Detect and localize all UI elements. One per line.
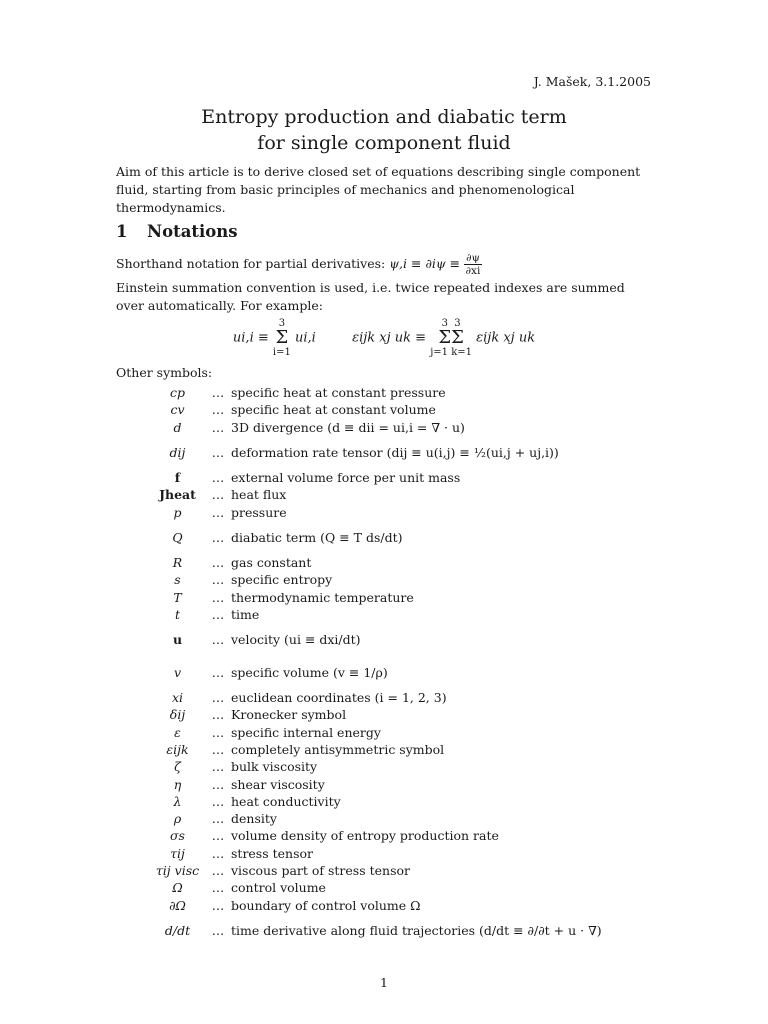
ellipsis: …	[211, 897, 225, 913]
symbol: t	[174, 606, 181, 622]
shorthand-math: ψ,i ≡ ∂iψ ≡	[389, 256, 461, 271]
sum2-top: 3 3	[441, 318, 461, 329]
sum2-bottom: j=1 k=1	[430, 347, 473, 358]
symbol-row	[150, 486, 670, 503]
symbol: ∂Ω	[169, 897, 186, 913]
symbol: d	[173, 419, 182, 435]
symbol: Ω	[172, 880, 183, 896]
double-sigma-icon: ΣΣ	[438, 327, 464, 348]
symbol-row	[150, 521, 670, 554]
symbol-description: control volume	[231, 880, 326, 896]
ellipsis: …	[211, 863, 225, 879]
symbol-row	[150, 758, 670, 775]
symbol-description: external volume force per unit mass	[231, 470, 461, 486]
symbol-row	[150, 827, 670, 844]
fraction-numerator: ∂ψ	[466, 252, 480, 264]
symbol-description: euclidean coordinates (i = 1, 2, 3)	[231, 690, 447, 706]
ellipsis: …	[211, 554, 225, 570]
symbol-row	[150, 897, 670, 914]
symbol-description: specific heat at constant volume	[231, 402, 436, 418]
symbol: d/dt	[164, 922, 191, 938]
shorthand-paragraph	[116, 252, 656, 277]
symbol: T	[173, 589, 182, 605]
symbol-description: density	[231, 811, 277, 827]
symbol-description: time derivative along fluid trajectories (d/dt ≡ ∂/∂t + u · ∇)	[231, 922, 602, 938]
symbol-row	[150, 793, 670, 810]
symbol-row	[150, 571, 670, 588]
ellipsis: …	[211, 504, 225, 520]
symbol-description: thermodynamic temperature	[231, 589, 414, 605]
ellipsis: …	[211, 707, 225, 723]
symbol-list	[150, 384, 670, 947]
symbol: f	[174, 470, 181, 486]
ellipsis: …	[211, 880, 225, 896]
symbol-description: completely antisymmetric symbol	[231, 742, 445, 757]
symbol-row	[150, 914, 670, 947]
symbol-row	[150, 606, 670, 623]
symbol-description: Kronecker symbol	[231, 707, 347, 723]
symbol-description: viscous part of stress tensor	[231, 863, 410, 879]
symbol-row	[150, 724, 670, 741]
symbol-row	[150, 879, 670, 896]
other-symbols-label: Other symbols:	[116, 365, 213, 380]
ellipsis: …	[211, 529, 225, 545]
ellipsis: …	[211, 444, 225, 460]
ellipsis: …	[211, 845, 225, 861]
symbol: Q	[172, 529, 183, 545]
abstract: Aim of this article is to derive closed set of equations describing single component fluid, starting from basic principles of mechanics and phenomenological thermodynamics.	[116, 164, 641, 215]
symbol: p	[173, 504, 182, 520]
eq-left-rhs: ui,i	[295, 330, 316, 346]
ellipsis: …	[211, 631, 225, 647]
ellipsis: …	[211, 828, 225, 844]
symbol-description: volume density of entropy production rate	[231, 828, 499, 844]
document-title	[0, 104, 768, 156]
symbol: xi	[171, 690, 184, 706]
symbol-description: shear viscosity	[231, 776, 325, 792]
section-title: Notations	[147, 222, 238, 241]
sum-bottom: i=1	[272, 347, 291, 358]
eq-right-rhs: εijk xj uk	[476, 330, 536, 346]
symbol: τij	[170, 845, 185, 861]
symbol-description: specific internal energy	[231, 724, 381, 740]
ellipsis: …	[211, 402, 225, 418]
symbol: η	[173, 776, 182, 792]
symbol-row	[150, 656, 670, 689]
eq-right: εijk xj uk ≡	[352, 330, 427, 346]
sum-symbol-2	[430, 318, 472, 358]
symbol-description: gas constant	[231, 554, 312, 570]
ellipsis: …	[211, 385, 225, 401]
symbol: ρ	[173, 811, 182, 827]
author-date: J. Mašek, 3.1.2005	[533, 74, 651, 89]
ellipsis: …	[211, 793, 225, 809]
ellipsis: …	[211, 470, 225, 486]
ellipsis: …	[211, 724, 225, 740]
symbol-row	[150, 810, 670, 827]
symbol: δij	[169, 707, 186, 723]
ellipsis: …	[211, 759, 225, 775]
symbol-row	[150, 503, 670, 520]
symbol-description: pressure	[231, 504, 287, 520]
symbol-description: heat flux	[231, 487, 287, 503]
symbol: dij	[169, 444, 186, 460]
symbol-row	[150, 775, 670, 792]
ellipsis: …	[211, 811, 225, 827]
shorthand-fraction	[464, 252, 482, 277]
ellipsis: …	[211, 922, 225, 938]
symbol-row	[150, 706, 670, 723]
ellipsis: …	[211, 572, 225, 588]
symbol: cv	[170, 402, 185, 418]
summation-example	[0, 318, 768, 358]
symbol-row	[150, 689, 670, 706]
symbol-row	[150, 845, 670, 862]
page-number: 1	[380, 975, 388, 990]
symbol-description: velocity (ui ≡ dxi/dt)	[231, 631, 361, 647]
symbol: v	[173, 664, 182, 680]
ellipsis: …	[211, 690, 225, 706]
symbol-row	[150, 469, 670, 486]
symbol-row	[150, 741, 670, 758]
symbol: cp	[169, 385, 185, 401]
symbol-description: stress tensor	[231, 845, 314, 861]
title-line-1: Entropy production and diabatic term	[201, 106, 567, 128]
symbol-description: 3D divergence (d ≡ dii = ui,i = ∇ · u)	[231, 419, 465, 435]
symbol-description: time	[231, 606, 260, 622]
shorthand-text: Shorthand notation for partial derivatives:	[116, 256, 386, 271]
ellipsis: …	[211, 776, 225, 792]
symbol-description: bulk viscosity	[231, 759, 318, 775]
symbol-row	[150, 419, 670, 436]
title-line-2: for single component fluid	[257, 132, 511, 154]
ellipsis: …	[211, 664, 225, 680]
symbol-row	[150, 554, 670, 571]
section-heading	[116, 222, 238, 241]
ellipsis: …	[211, 742, 225, 757]
symbol-description: deformation rate tensor (dij ≡ u(i,j) ≡ ½(ui,j + uj,i))	[231, 444, 559, 460]
ellipsis: …	[211, 589, 225, 605]
symbol-row	[150, 401, 670, 418]
symbol-description: specific entropy	[231, 572, 333, 588]
symbol-row	[150, 588, 670, 605]
symbol: s	[174, 572, 181, 588]
symbol: ε	[174, 724, 181, 740]
symbol-description: diabatic term (Q ≡ T ds/dt)	[231, 529, 403, 545]
symbol: Jheat	[159, 487, 196, 503]
sum-top: 3	[278, 318, 286, 329]
symbol: εijk	[166, 742, 189, 757]
sum-symbol-1	[273, 318, 291, 358]
symbol: ζ	[174, 759, 181, 775]
symbol: R	[172, 554, 183, 570]
symbol-description: heat conductivity	[231, 793, 341, 809]
symbol-description: specific heat at constant pressure	[231, 385, 446, 401]
sigma-icon: Σ	[275, 327, 289, 348]
symbol: σs	[170, 828, 185, 844]
symbol: τij visc	[155, 863, 200, 879]
symbol-row	[150, 384, 670, 401]
eq-left: ui,i ≡	[232, 330, 269, 346]
einstein-paragraph: Einstein summation convention is used, i.e. twice repeated indexes are summed over automatically. For example:	[116, 280, 625, 313]
symbol-row	[150, 436, 670, 469]
symbol-row	[150, 623, 670, 656]
symbol-description: boundary of control volume Ω	[231, 897, 421, 913]
symbol-description: specific volume (v ≡ 1/ρ)	[231, 664, 388, 680]
symbol: λ	[173, 793, 182, 809]
ellipsis: …	[211, 606, 225, 622]
symbol-row	[150, 862, 670, 879]
ellipsis: …	[211, 419, 225, 435]
symbol: u	[172, 631, 183, 647]
ellipsis: …	[211, 487, 225, 503]
fraction-denominator: ∂xi	[465, 265, 481, 277]
section-number: 1	[116, 222, 128, 241]
